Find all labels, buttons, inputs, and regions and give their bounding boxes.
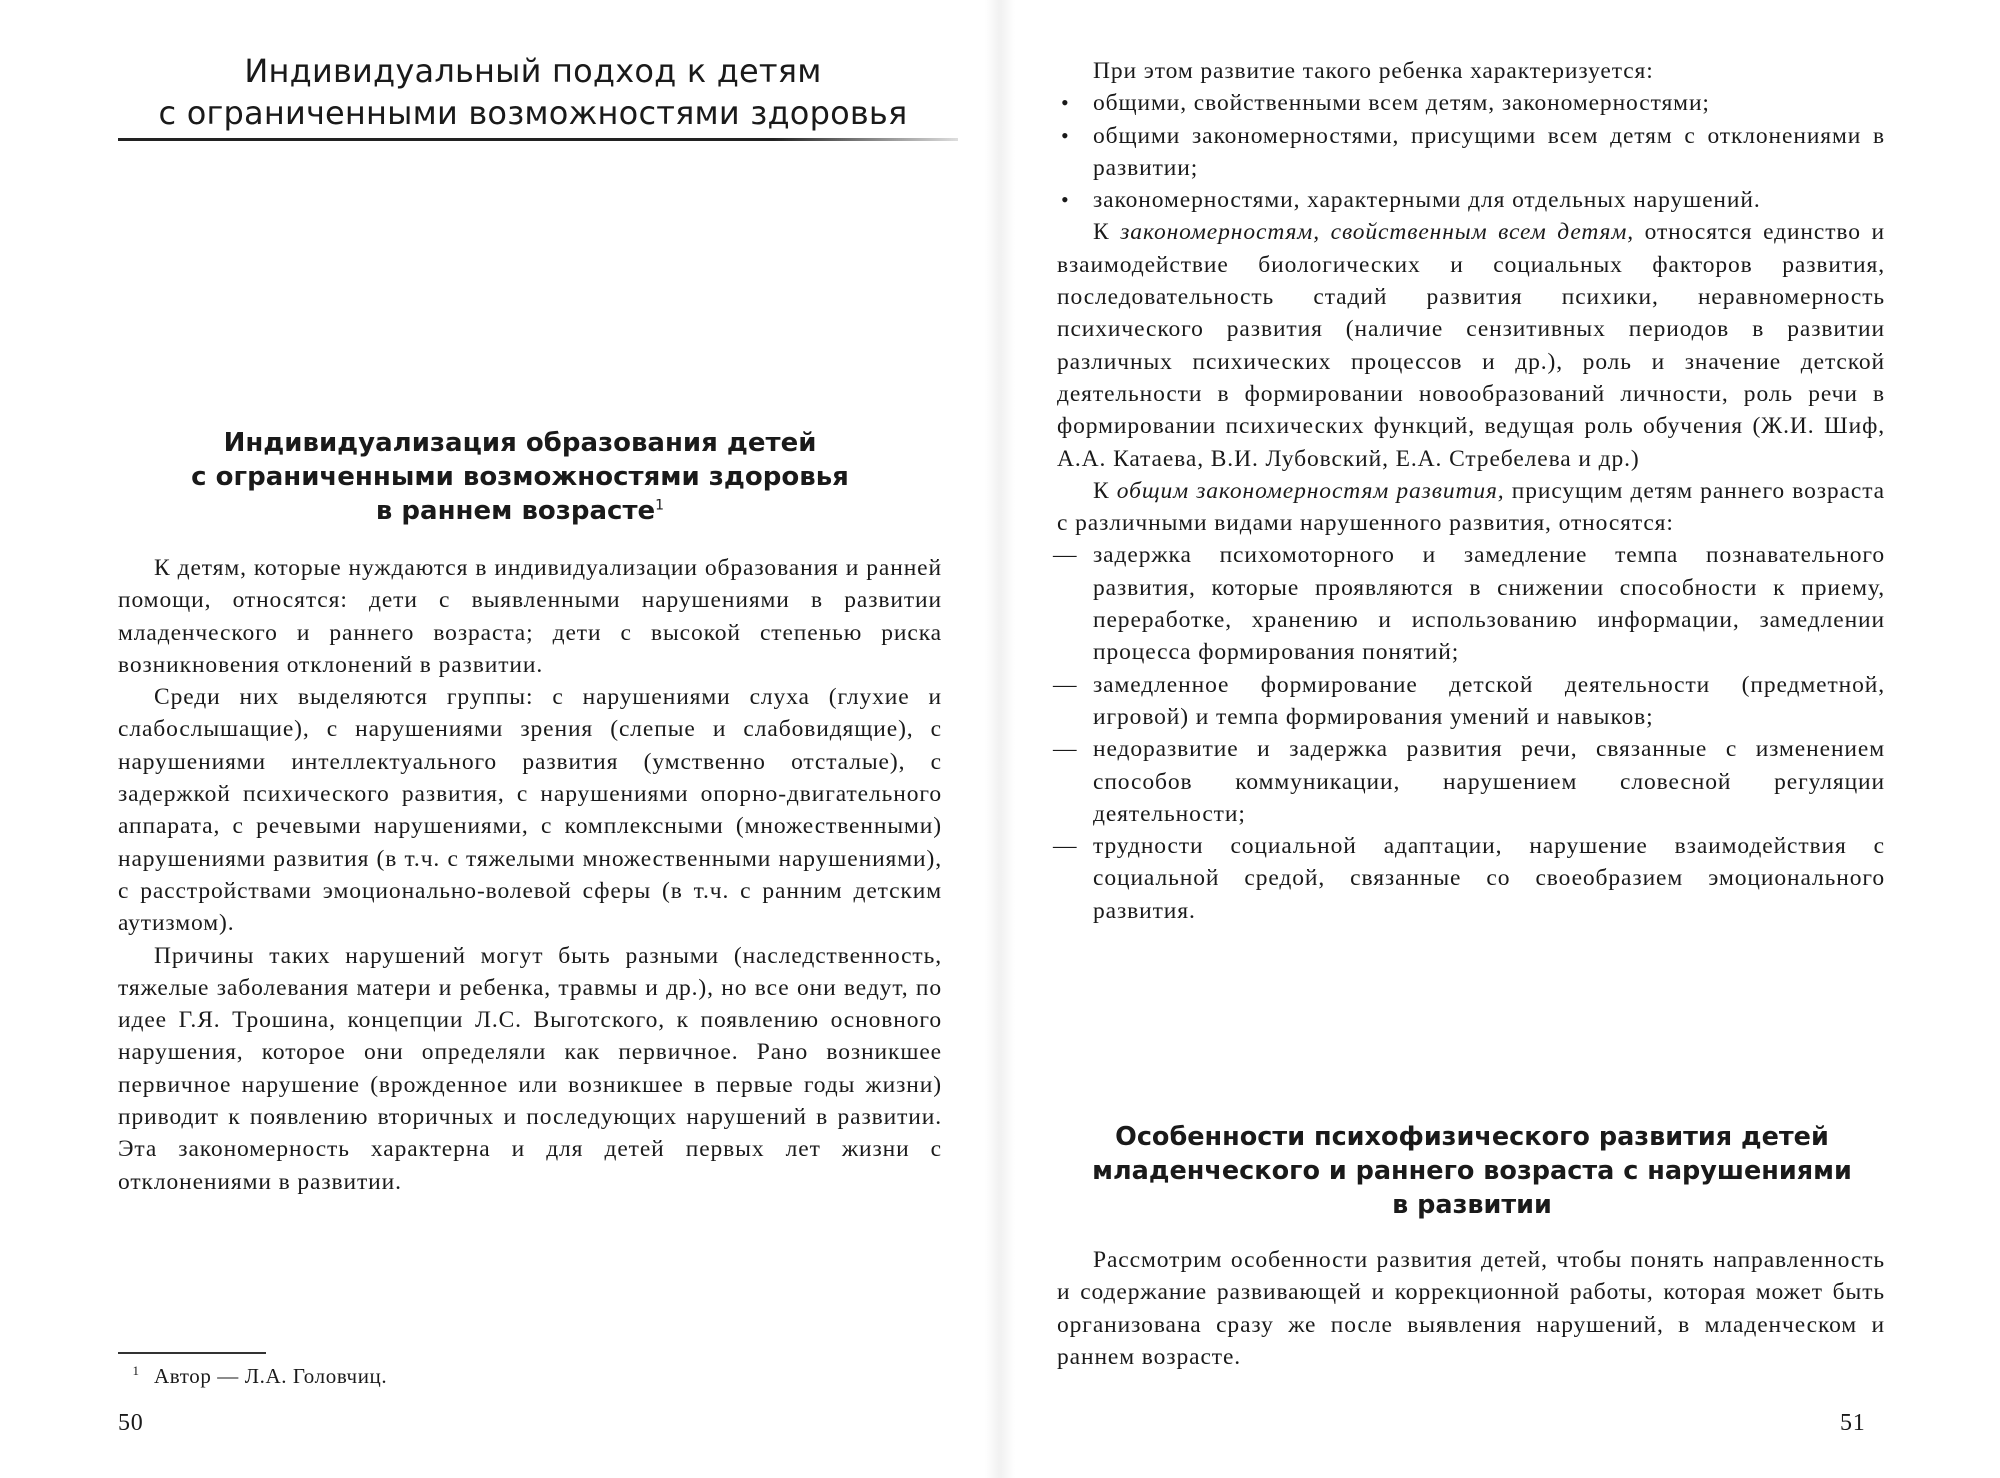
list-item-text: общими, свойственными всем детям, закономерностями; [1093, 90, 1710, 117]
p1-rest: относятся единство и взаимодействие биологических и социальных факторов развития, последовательность стадий развития психики, неравномерность психического развития (наличие сензитивных периодов в развитии различных психических процессов и др.), роль и значение детской деятельности в формировании новообразований личности, роль речи в формировании психических функций, ведущая роль обучения (Ж.И. Шиф, А.А. Катаева, В.И. Лубовский, Е.А. Стребелева и др.) [1057, 219, 1886, 472]
list-item [1053, 830, 1885, 927]
footnote-divider [118, 1352, 266, 1354]
paragraph-common-patterns [1057, 475, 1885, 540]
footnote: 1 Автор — Л.А. Головчиц. [132, 1363, 388, 1388]
list-item [1057, 184, 1885, 216]
paragraph: К детям, которые нуждаются в индивидуализации образования и ранней помощи, относятся: дети с выявленными нарушениями в развитии младенческого и раннего возраста; дети с высокой степенью риска возникновения отклонений в развитии. [118, 555, 942, 678]
dash-list [1053, 539, 1885, 927]
list-item [1053, 733, 1885, 830]
section-title-line-2: младенческого и раннего возраста с нарушениями [1092, 1156, 1852, 1186]
bullet-marker: • [1061, 122, 1070, 148]
section-title-line-3 [150, 494, 890, 528]
page-number-left: 50 [118, 1410, 144, 1436]
dash-marker: — [1053, 671, 1078, 698]
list-item [1057, 120, 1885, 185]
section-title-line-3: в развитии [1392, 1190, 1552, 1220]
p2-emphasis: общим закономерностям развития, [1116, 477, 1505, 504]
footnote-text: Автор — Л.А. Головчиц. [154, 1364, 388, 1388]
section-title-psychophysical [1082, 1120, 1862, 1222]
right-body-text [1053, 55, 1886, 927]
dash-marker: — [1053, 736, 1078, 763]
chapter-underline [118, 138, 958, 141]
section-title-line-3-text: в раннем возрасте [375, 496, 656, 526]
list-item [1057, 87, 1885, 119]
p2-lead: К [1093, 477, 1117, 504]
paragraph: Среди них выделяются группы: с нарушениями слуха (глухие и слабослышащие), с нарушениями зрения (слепые и слабовидящие), с нарушениями интеллектуального развития (умственно отсталые), с задержкой психического развития, с нарушениями опорно-двигательного аппарата, с речевыми нарушениями, с комплексными (множественными) нарушениями развития (в т.ч. с тяжелыми множественными нарушениями), с расстройствами эмоционально-волевой сферы (в т.ч. с ранним детским аутизмом). [118, 684, 942, 937]
dash-marker: — [1053, 542, 1078, 569]
p1-emphasis: закономерностям, свойственным всем детям, [1120, 219, 1635, 246]
bullet-marker: • [1061, 187, 1070, 213]
list-item-text: недоразвитие и задержка развития речи, связанные с изменением способов коммуникации, нарушением словесной регуляции деятельности; [1093, 736, 1885, 827]
bullet-marker: • [1061, 90, 1070, 116]
paragraph-general-patterns [1057, 216, 1885, 474]
left-body-text [118, 552, 942, 1198]
section-title-individualization [150, 426, 890, 528]
list-item [1053, 669, 1885, 734]
list-item-text: общими закономерностями, присущими всем детям с отклонениями в развитии; [1093, 122, 1885, 181]
intro-line: При этом развитие такого ребенка характеризуется: [1093, 58, 1654, 84]
paragraph: Рассмотрим особенности развития детей, чтобы понять направленность и содержание развивающей и коррекционной работы, которая может быть организована сразу же после выявления нарушений, в младенческом и раннем возрасте. [1057, 1247, 1885, 1370]
chapter-title-line-2: с ограниченными возможностями здоровья [158, 94, 908, 132]
p1-lead: К [1093, 219, 1121, 246]
dash-marker: — [1053, 833, 1078, 860]
page-number-right: 51 [1840, 1410, 1866, 1436]
bullet-list [1057, 87, 1885, 216]
section-title-line-1: Индивидуализация образования детей [223, 428, 817, 458]
footnote-reference: 1 [655, 497, 665, 514]
list-item-text: задержка психомоторного и замедление темпа познавательного развития, которые проявляются в снижении способности к приему, переработке, хранению и использованию информации, замедлении процесса формирования понятий; [1093, 542, 1885, 666]
section-title-line-1: Особенности психофизического развития детей [1115, 1122, 1829, 1152]
section-title-line-2: с ограниченными возможностями здоровья [191, 462, 849, 492]
right-final-text [1057, 1244, 1885, 1373]
p2-rest: присущим детям раннего возраста с различными видами нарушенного развития, относятся: [1057, 477, 1885, 537]
list-item-text: замедленное формирование детской деятельности (предметной, игровой) и темпа формирования умений и навыков; [1093, 671, 1885, 730]
list-item-text: закономерностями, характерными для отдельных нарушений. [1093, 187, 1761, 214]
chapter-title [118, 50, 948, 134]
chapter-title-line-1: Индивидуальный подход к детям [244, 52, 822, 90]
list-item-text: трудности социальной адаптации, нарушение взаимодействия с социальной средой, связанные со своеобразием эмоционального развития. [1093, 833, 1885, 924]
paragraph: Причины таких нарушений могут быть разными (наследственность, тяжелые заболевания матери и ребенка, травмы и др.), но все они ведут, по идее Г.Я. Трошина, концепции Л.С. Выготского, к появлению основного нарушения, которое они определяли как первичное. Рано возникшее первичное нарушение (врожденное или возникшее в первые годы жизни) приводит к появлению вторичных и последующих нарушений в развитии. Эта закономерность характерна и для детей первых лет жизни с отклонениями в развитии. [118, 942, 942, 1195]
list-item [1053, 539, 1885, 668]
